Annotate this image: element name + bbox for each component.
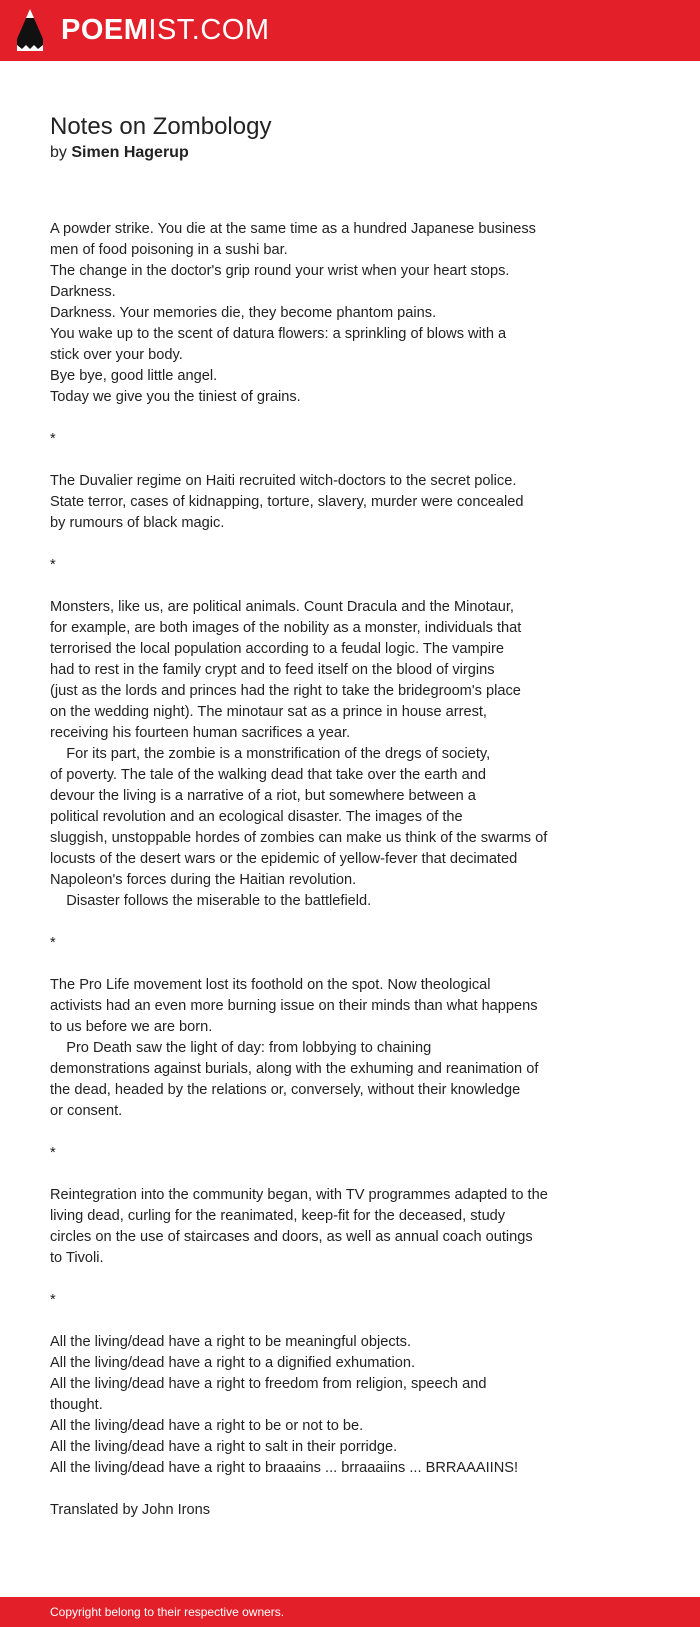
poem-line: terrorised the local population according to a feudal logic. The vampire [50, 641, 505, 657]
pencil-icon [17, 9, 43, 51]
poem-line: to us before we are born. [50, 1019, 213, 1035]
poem-line [50, 408, 610, 429]
poem-line: All the living/dead have a right to be or not to be. [50, 1418, 364, 1434]
poem-line: Napoleon's forces during the Haitian revolution. [50, 872, 357, 888]
poem-line [50, 1122, 610, 1143]
site-logo[interactable] [17, 9, 270, 51]
poem-line: or consent. [50, 1103, 123, 1119]
poem-line: circles on the use of staircases and doors, as well as annual coach outings [50, 1229, 533, 1245]
poem-line: political revolution and an ecological disaster. The images of the [50, 809, 463, 825]
poem-line: by rumours of black magic. [50, 515, 225, 531]
poem-line: living dead, curling for the reanimated, keep-fit for the deceased, study [50, 1208, 506, 1224]
poem-line: State terror, cases of kidnapping, torture, slavery, murder were concealed [50, 494, 524, 510]
poem-line: A powder strike. You die at the same time as a hundred Japanese business [50, 221, 536, 237]
poem-line: Darkness. [50, 284, 116, 300]
poem-line: * [50, 431, 56, 447]
poem-line: You wake up to the scent of datura flowers: a sprinkling of blows with a [50, 326, 507, 342]
poem-line: had to rest in the family crypt and to feed itself on the blood of virgins [50, 662, 495, 678]
poem-line: * [50, 935, 56, 951]
poem-title: Notes on Zombology [50, 113, 272, 140]
poem-line [50, 450, 610, 471]
poem-line: All the living/dead have a right to braaains ... brraaaiins ... BRRAAAIINS! [50, 1460, 519, 1476]
poem-line: All the living/dead have a right to be meaningful objects. [50, 1334, 412, 1350]
poem-line: * [50, 557, 56, 573]
poem-heading [50, 112, 590, 164]
poem-line: Pro Death saw the light of day: from lobbying to chaining [50, 1040, 432, 1056]
poem-line: devour the living is a narrative of a riot, but somewhere between a [50, 788, 476, 804]
poem-line: All the living/dead have a right to salt in their porridge. [50, 1439, 398, 1455]
poem-line [50, 534, 610, 555]
poem-line: the dead, headed by the relations or, conversely, without their knowledge [50, 1082, 521, 1098]
site-footer [0, 1597, 700, 1627]
logo-text-bold: POEM [61, 14, 149, 46]
poem-line: The Pro Life movement lost its foothold on the spot. Now theological [50, 977, 491, 993]
poem-line: All the living/dead have a right to freedom from religion, speech and [50, 1376, 487, 1392]
poem-line [50, 576, 610, 597]
poem-line: The Duvalier regime on Haiti recruited witch-doctors to the secret police. [50, 473, 517, 489]
poem-line: locusts of the desert wars or the epidemic of yellow-fever that decimated [50, 851, 518, 867]
poem-line: men of food poisoning in a sushi bar. [50, 242, 288, 258]
poem-body [50, 219, 610, 1521]
poem-line: demonstrations against burials, along with the exhuming and reanimation of [50, 1061, 539, 1077]
poem-line: Bye bye, good little angel. [50, 368, 218, 384]
poem-line: stick over your body. [50, 347, 183, 363]
poem-line: Reintegration into the community began, with TV programmes adapted to the [50, 1187, 548, 1203]
logo-text-light: IST.COM [148, 14, 270, 46]
logo-text [61, 9, 270, 51]
poem-line: Darkness. Your memories die, they become phantom pains. [50, 305, 437, 321]
poem-line [50, 954, 610, 975]
poem-line: on the wedding night). The minotaur sat as a prince in house arrest, [50, 704, 487, 720]
poem-line: Disaster follows the miserable to the battlefield. [50, 893, 372, 909]
poem-line: Translated by John Irons [50, 1502, 211, 1518]
poem-line: All the living/dead have a right to a dignified exhumation. [50, 1355, 416, 1371]
poem-line: The change in the doctor's grip round your wrist when your heart stops. [50, 263, 510, 279]
site-header [0, 0, 700, 61]
poem-line: thought. [50, 1397, 103, 1413]
poem-line: (just as the lords and princes had the right to take the bridegroom's place [50, 683, 521, 699]
copyright-notice: Copyright belong to their respective owners. [50, 1605, 285, 1619]
poem-byline [50, 142, 590, 164]
poem-line [50, 1164, 610, 1185]
poem-line: Today we give you the tiniest of grains. [50, 389, 301, 405]
poem-line: for example, are both images of the nobility as a monster, individuals that [50, 620, 522, 636]
poem-line [50, 1311, 610, 1332]
poem-line [50, 912, 610, 933]
poem-line: * [50, 1145, 56, 1161]
poem-author[interactable]: Simen Hagerup [71, 144, 189, 161]
poem-line: * [50, 1292, 56, 1308]
by-label: by [50, 144, 67, 161]
poem-line: Monsters, like us, are political animals. Count Dracula and the Minotaur, [50, 599, 514, 615]
poem-line: For its part, the zombie is a monstrification of the dregs of society, [50, 746, 491, 762]
poem-line: to Tivoli. [50, 1250, 104, 1266]
poem-line: activists had an even more burning issue on their minds than what happens [50, 998, 538, 1014]
poem-line: sluggish, unstoppable hordes of zombies can make us think of the swarms of [50, 830, 548, 846]
poem-line [50, 1479, 610, 1500]
poem-line: receiving his fourteen human sacrifices a year. [50, 725, 351, 741]
poem-line [50, 1269, 610, 1290]
poem-line: of poverty. The tale of the walking dead that take over the earth and [50, 767, 486, 783]
